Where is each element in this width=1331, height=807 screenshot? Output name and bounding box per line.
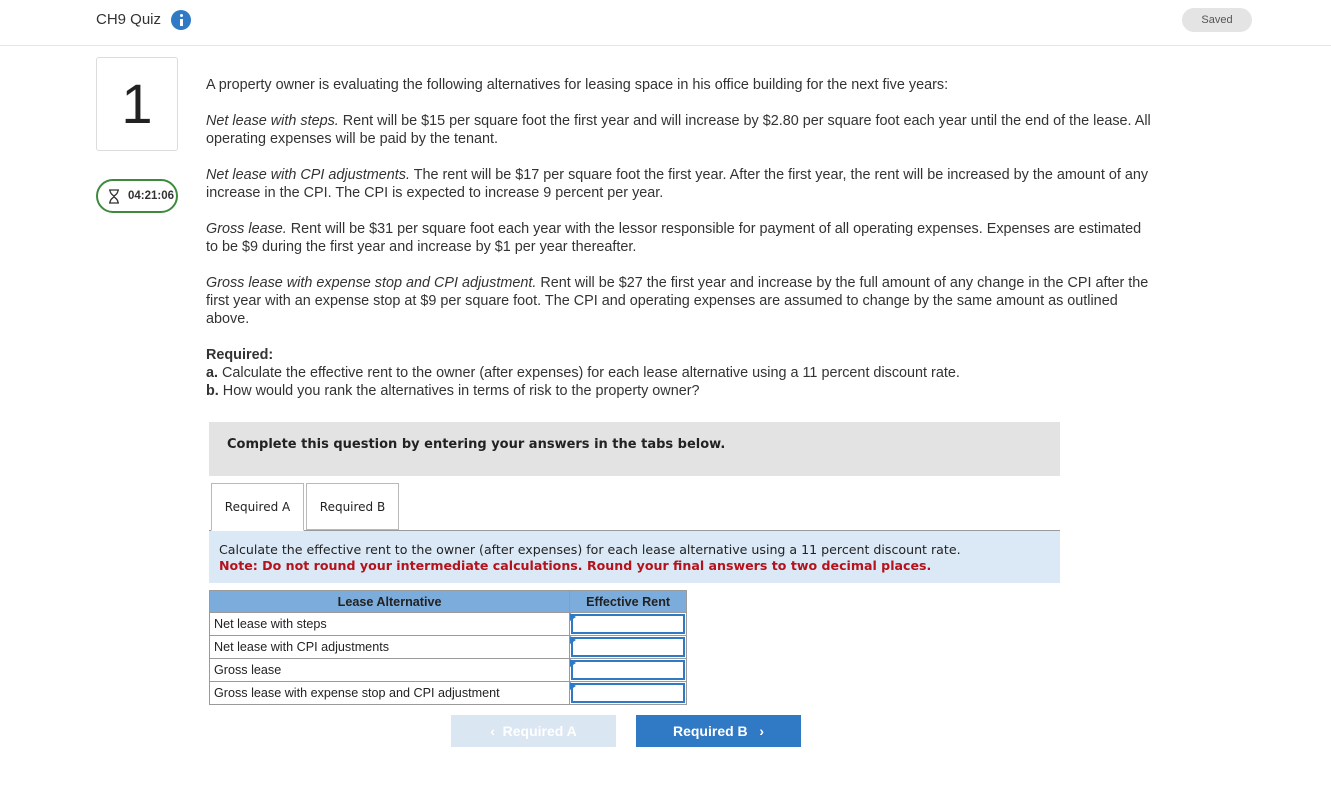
table-row [210, 613, 687, 636]
chevron-left-icon: ‹ [490, 723, 495, 739]
question-number: 1 [121, 72, 153, 135]
alternative-paragraph [206, 112, 1151, 148]
required-section [206, 346, 1151, 400]
effective-rent-cell [570, 636, 687, 659]
row-label: Net lease with CPI adjustments [210, 636, 570, 659]
next-button[interactable] [636, 715, 801, 747]
table-row [210, 659, 687, 682]
requirement-text: Calculate the effective rent to the owner (after expenses) for each lease alternative using a 11 percent discount rate. [218, 365, 960, 381]
alternative-text: Rent will be $27 the first year and increase by the full amount of any change in the CPI after the first year with an expense stop at $9 per square foot. The CPI and operating expenses are assumed to change by the same amount as outlined above. [206, 275, 1149, 327]
alternative-paragraph [206, 166, 1151, 202]
effective-rent-cell [570, 659, 687, 682]
alternative-name: Gross lease. [206, 221, 287, 237]
question-number-card [96, 57, 178, 151]
requirement-letter: b. [206, 383, 219, 399]
quiz-title: CH9 Quiz [96, 11, 162, 28]
row-label: Net lease with steps [210, 613, 570, 636]
alternative-name: Net lease with CPI adjustments. [206, 167, 410, 183]
answer-table [209, 590, 687, 705]
alternative-paragraph [206, 274, 1151, 328]
effective-rent-cell [570, 613, 687, 636]
timer[interactable] [96, 179, 178, 213]
effective-rent-cell [570, 682, 687, 705]
info-icon[interactable] [171, 10, 191, 30]
table-row [210, 682, 687, 705]
question-body [206, 76, 1151, 400]
requirement-a [206, 364, 1151, 382]
input-marker-icon [570, 613, 576, 621]
input-marker-icon [570, 636, 576, 644]
alternative-paragraph [206, 220, 1151, 256]
question-intro: A property owner is evaluating the following alternatives for leasing space in his office building for the next five years: [206, 77, 949, 93]
alternative-name: Gross lease with expense stop and CPI adjustment. [206, 275, 537, 291]
column-header-effective-rent: Effective Rent [570, 591, 687, 613]
timer-value: 04:21:06 [128, 190, 175, 202]
top-bar [0, 0, 1331, 46]
requirement-text: How would you rank the alternatives in terms of risk to the property owner? [218, 383, 700, 399]
effective-rent-input[interactable] [571, 660, 685, 680]
row-label: Gross lease with expense stop and CPI adjustment [210, 682, 570, 705]
alternative-text: Rent will be $31 per square foot each year with the lessor responsible for payment of all operating expenses. Expenses are estimated to be $9 during the first year and increase by $1 per year thereafter. [206, 221, 1142, 255]
effective-rent-input[interactable] [571, 614, 685, 634]
previous-button[interactable] [451, 715, 616, 747]
instruction-box [209, 422, 1060, 476]
previous-button-label: Required A [502, 723, 577, 739]
prompt-text: Calculate the effective rent to the owner (after expenses) for each lease alternative using a 11 percent discount rate. [219, 542, 961, 557]
alternative-text: Rent will be $15 per square foot the first year and will increase by $2.80 per square foot each year until the end of the lease. All operating expenses will be paid by the tenant. [206, 113, 1151, 147]
next-button-label: Required B [672, 723, 748, 739]
input-marker-icon [570, 682, 576, 690]
tab-required-b[interactable]: Required B [306, 483, 399, 530]
saved-status-badge: Saved [1182, 8, 1252, 32]
column-header-lease-alternative: Lease Alternative [210, 591, 570, 613]
chevron-right-icon: › [759, 723, 765, 739]
tab-prompt [209, 531, 1060, 583]
requirement-b [206, 382, 1151, 400]
hourglass-icon [108, 189, 120, 204]
alternative-name: Net lease with steps. [206, 113, 339, 129]
tab-required-a[interactable]: Required A [211, 483, 304, 531]
alternative-text: The rent will be $17 per square foot the first year. After the first year, the rent will be increased by the amount of any increase in the CPI. The CPI is expected to increase 9 percent per year. [206, 167, 1149, 201]
table-row [210, 636, 687, 659]
effective-rent-input[interactable] [571, 637, 685, 657]
effective-rent-input[interactable] [571, 683, 685, 703]
required-heading: Required: [206, 347, 274, 363]
instruction-text: Complete this question by entering your answers in the tabs below. [227, 437, 726, 452]
prompt-note: Note: Do not round your intermediate calculations. Round your final answers to two decimal places. [219, 558, 932, 573]
row-label: Gross lease [210, 659, 570, 682]
requirement-letter: a. [206, 365, 219, 381]
input-marker-icon [570, 659, 576, 667]
